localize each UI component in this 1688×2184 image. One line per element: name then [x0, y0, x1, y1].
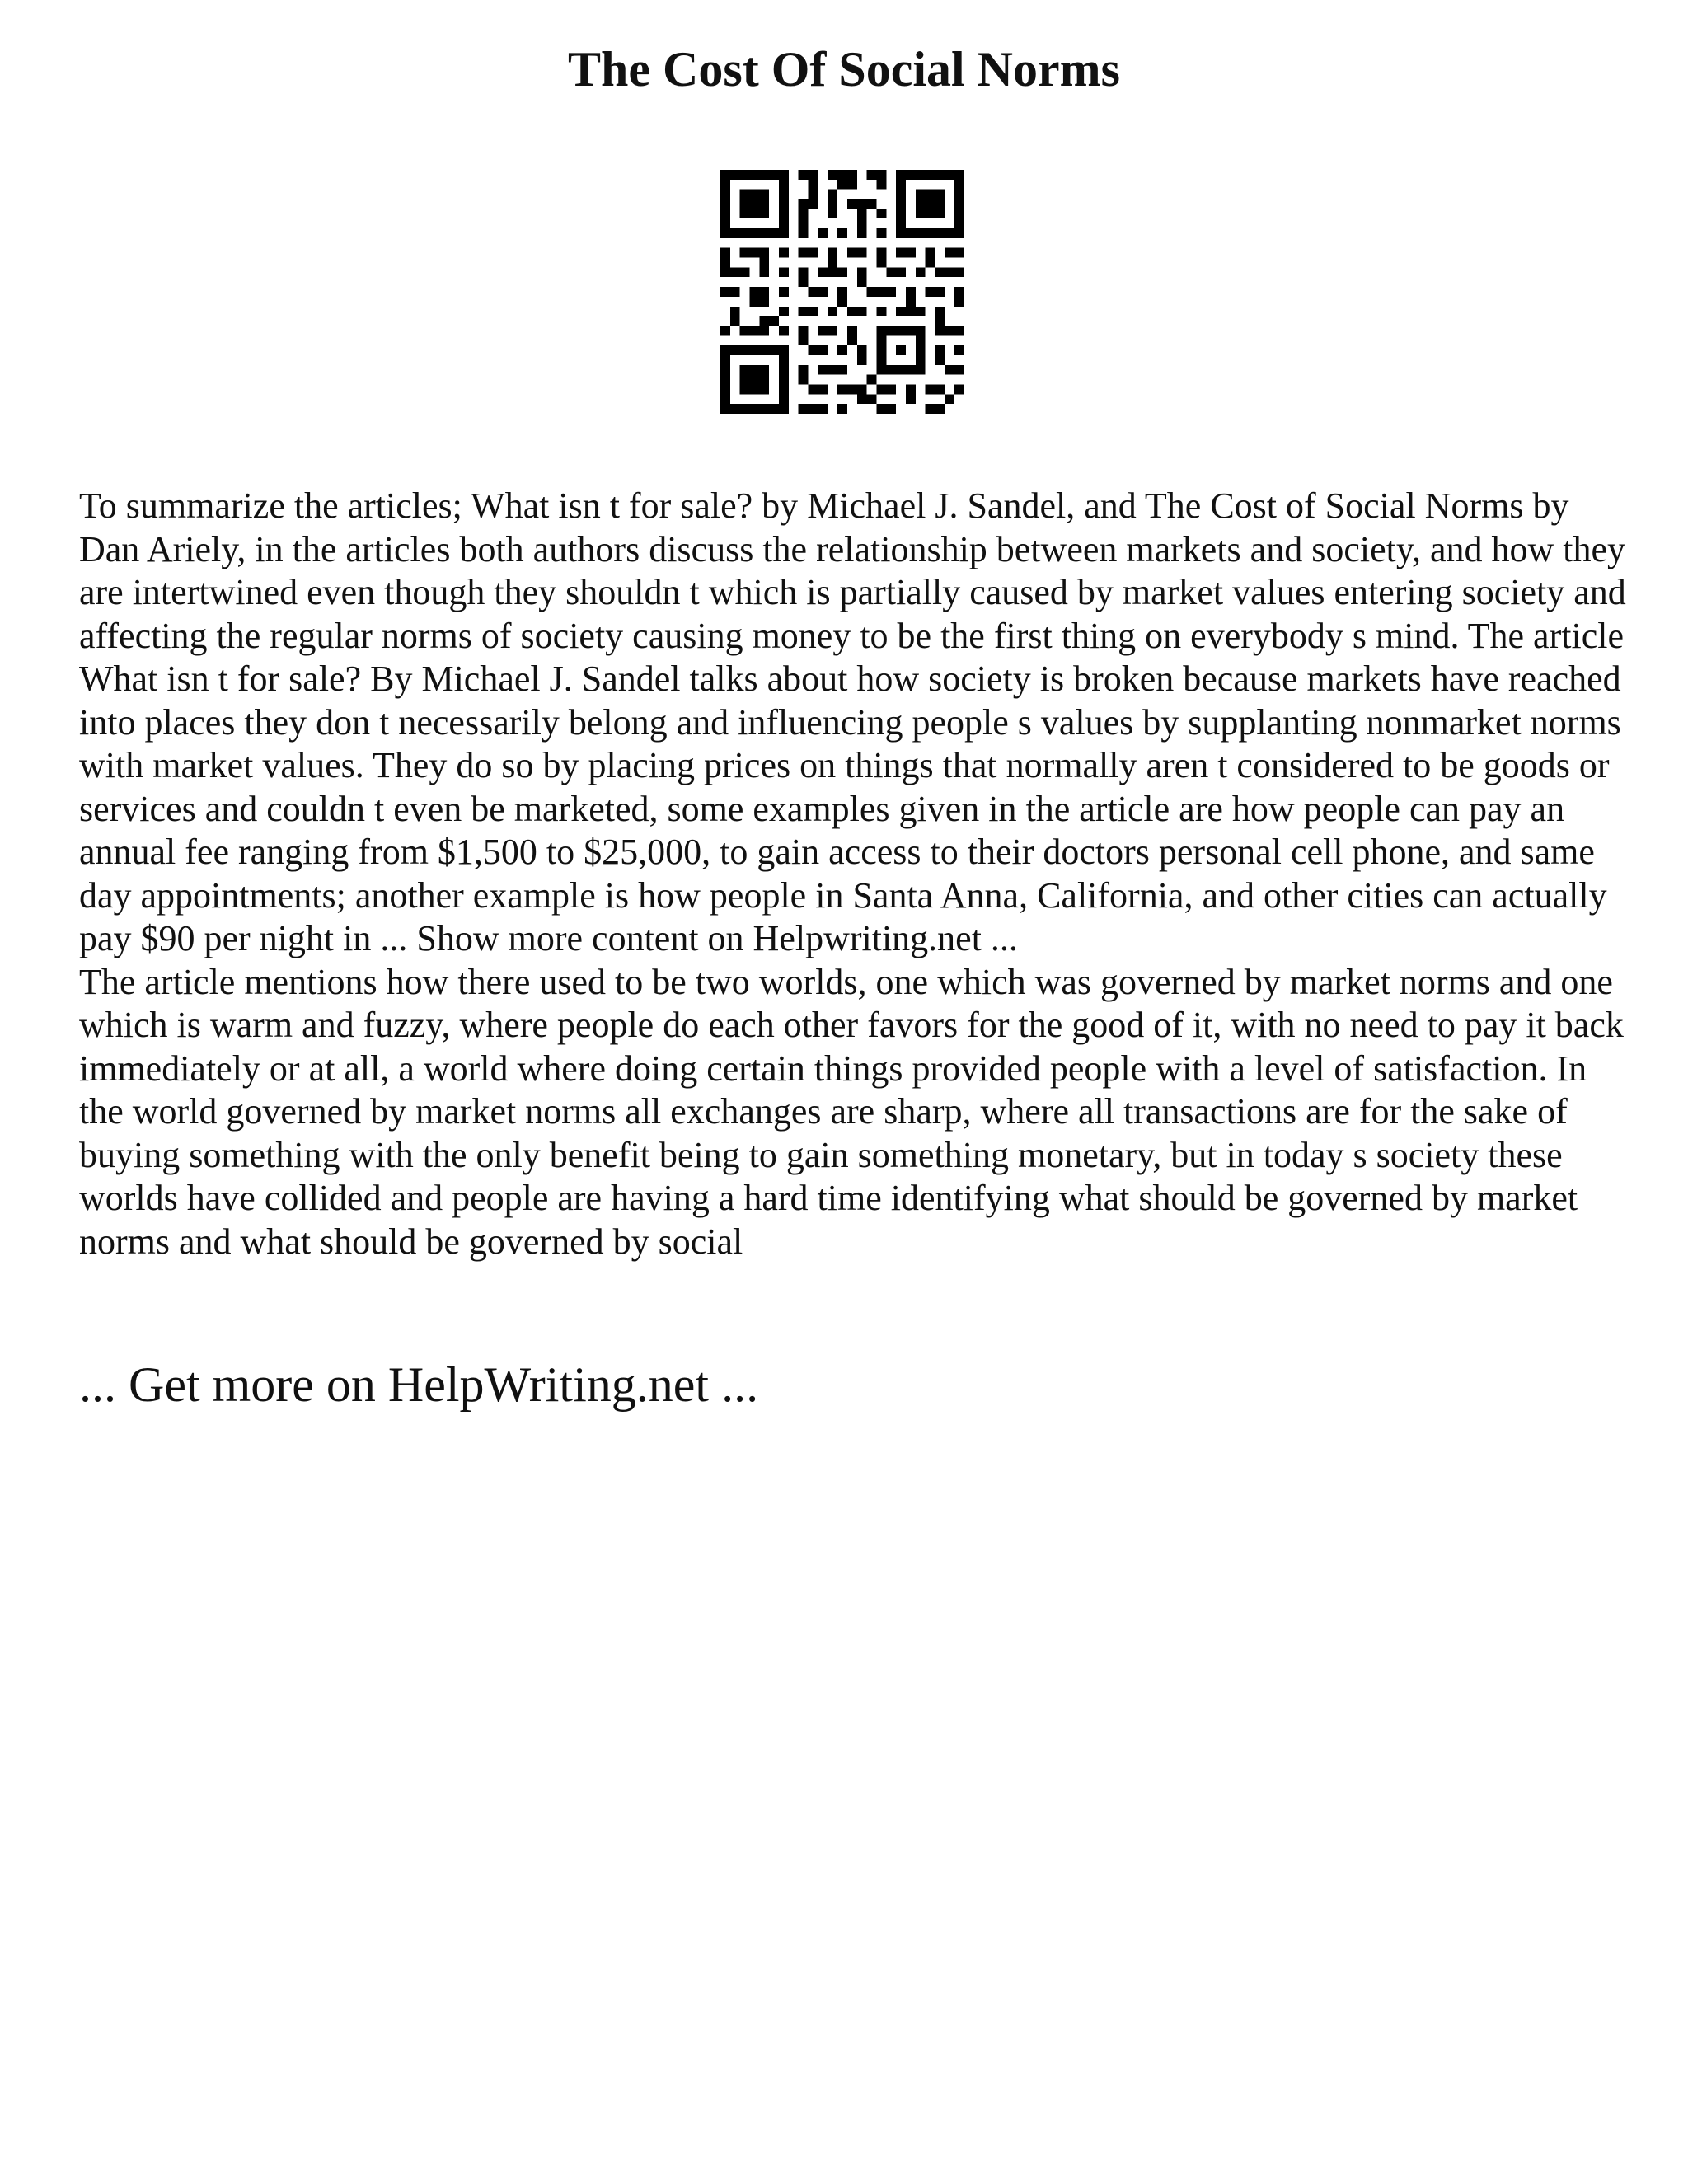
article-paragraph: The article mentions how there used to be two worlds, one which was governed by market norms and one which is warm and fuzzy, where people do each other favors for the good of it, with no need to pay it back immediately or at all, a world where doing certain things provided people with a level of satisfaction. In the world governed by market norms all exchanges are sharp, where all transactions are for the sake of buying something with the only benefit being to gain something monetary, but in today s society these worlds have collided and people are having a hard time identifying what should be governed by market norms and what should be governed by social [79, 961, 1624, 1262]
qr-code-icon [720, 170, 964, 414]
article-body [79, 485, 1629, 1263]
article-paragraph: To summarize the articles; What isn t for sale? by Michael J. Sandel, and The Cost of Social Norms by Dan Ariely, in the articles both authors discuss the relationship between markets and society, and how they are intertwined even though they shouldn t which is partially caused by market values entering society and affecting the regular norms of society causing money to be the first thing on everybody s mind. The article What isn t for sale? By Michael J. Sandel talks about how society is broken because markets have reached into places they don t necessarily belong and influencing people s values by supplanting nonmarket norms with market values. They do so by placing prices on things that normally aren t considered to be goods or services and couldn t even be marketed, some examples given in the article are how people can pay an annual fee ranging from $1,500 to $25,000, to gain access to their doctors personal cell phone, and same day appointments; another example is how people in Santa Anna, California, and other cities can actually pay $90 per night in ... Show more content on Helpwriting.net ... [79, 485, 1626, 958]
page-title: The Cost Of Social Norms [568, 42, 1120, 96]
get-more-link[interactable]: ... Get more on HelpWriting.net ... [79, 1357, 759, 1412]
